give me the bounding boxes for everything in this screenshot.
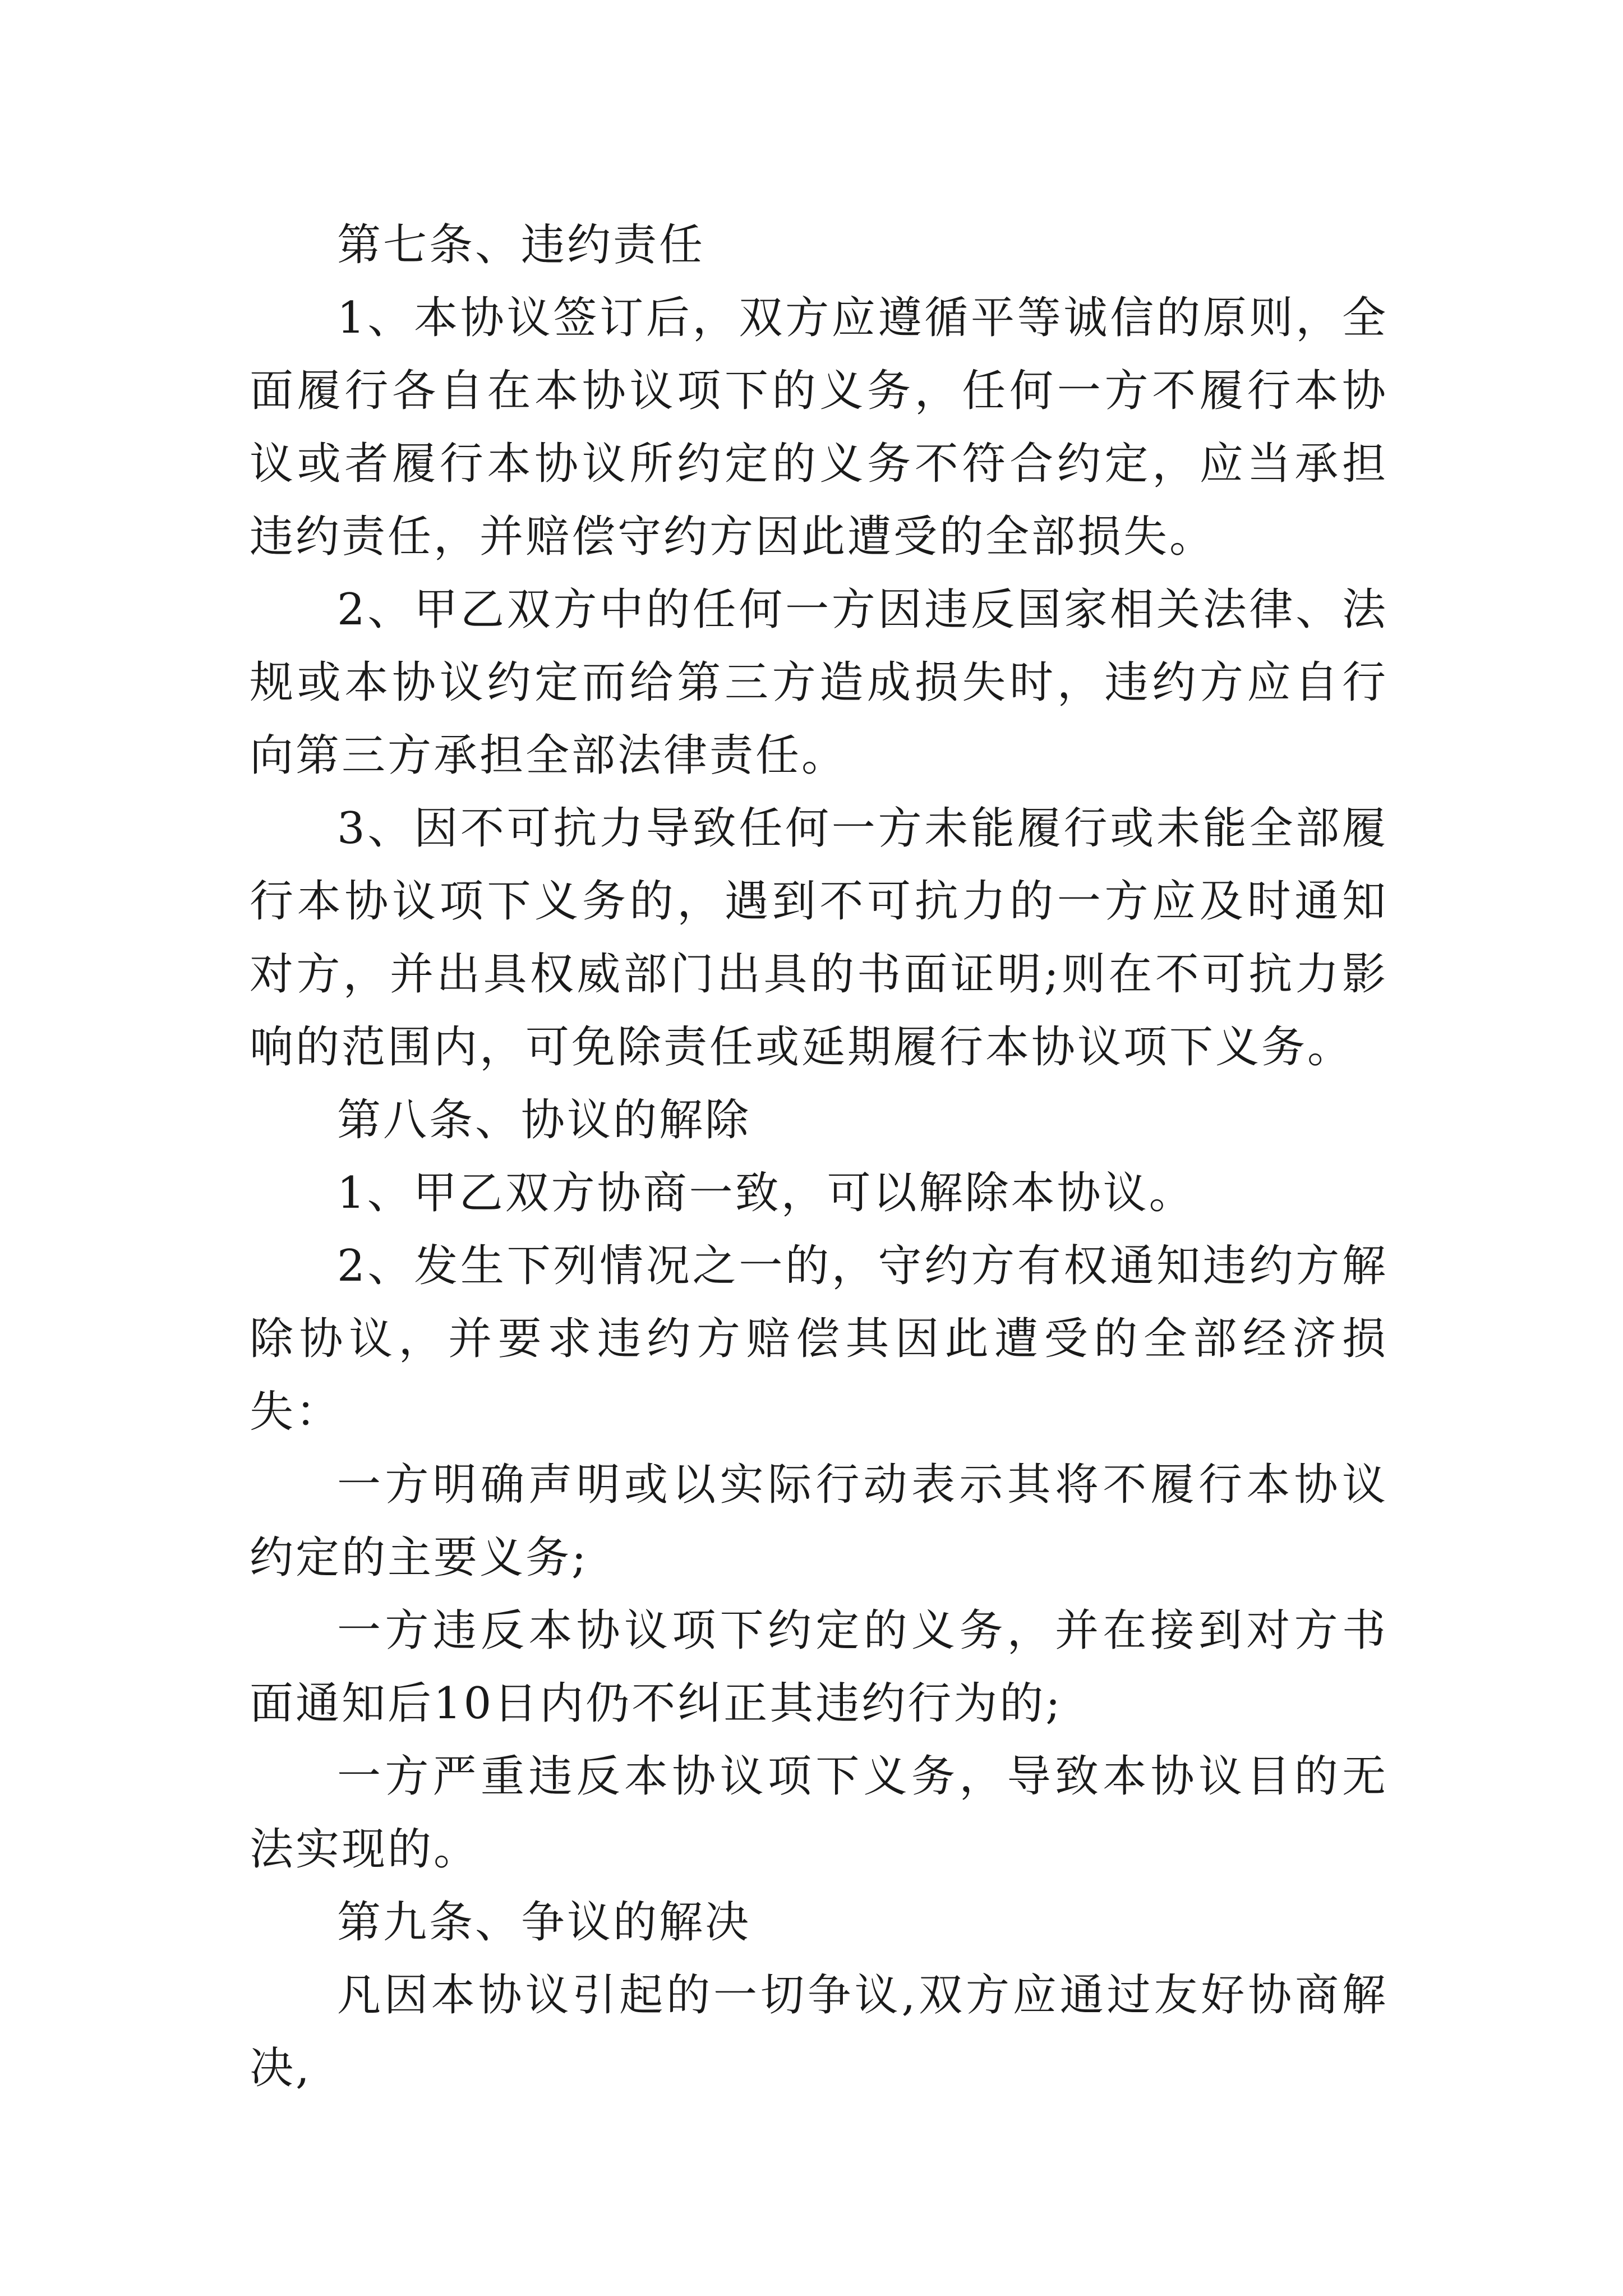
section-heading-8: 第八条、协议的解除 bbox=[337, 1095, 751, 1145]
document-body bbox=[250, 209, 1388, 2105]
paragraph: 一方违反本协议项下约定的义务，并在接到对方书面通知后10日内仍不纠正其违约行为的; bbox=[250, 1605, 1388, 1729]
section-heading-9: 第九条、争议的解决 bbox=[337, 1897, 751, 1948]
paragraph: 2、发生下列情况之一的，守约方有权通知违约方解除协议，并要求违约方赔偿其因此遭受的全部经济损失： bbox=[250, 1241, 1388, 1437]
paragraph: 2、甲乙双方中的任何一方因违反国家相关法律、法规或本协议约定而给第三方造成损失时，违约方应自行向第三方承担全部法律责任。 bbox=[250, 585, 1388, 781]
paragraph: 1、本协议签订后，双方应遵循平等诚信的原则，全面履行各自在本协议项下的义务，任何一方不履行本协议或者履行本协议所约定的义务不符合约定，应当承担违约责任，并赔偿守约方因此遭受的全部损失。 bbox=[250, 293, 1388, 562]
paragraph: 1、甲乙双方协商一致，可以解除本协议。 bbox=[337, 1168, 1195, 1218]
paragraph: 一方明确声明或以实际行动表示其将不履行本协议约定的主要义务; bbox=[250, 1460, 1388, 1583]
section-heading-7: 第七条、违约责任 bbox=[337, 220, 706, 270]
paragraph: 3、因不可抗力导致任何一方未能履行或未能全部履行本协议项下义务的，遇到不可抗力的一方应及时通知对方，并出具权威部门出具的书面证明;则在不可抗力影响的范围内，可免除责任或延期履行本协议项下义务。 bbox=[250, 803, 1388, 1073]
paragraph: 凡因本协议引起的一切争议,双方应通过友好协商解决, bbox=[250, 1970, 1388, 2093]
paragraph: 一方严重违反本协议项下义务，导致本协议目的无法实现的。 bbox=[250, 1751, 1388, 1875]
